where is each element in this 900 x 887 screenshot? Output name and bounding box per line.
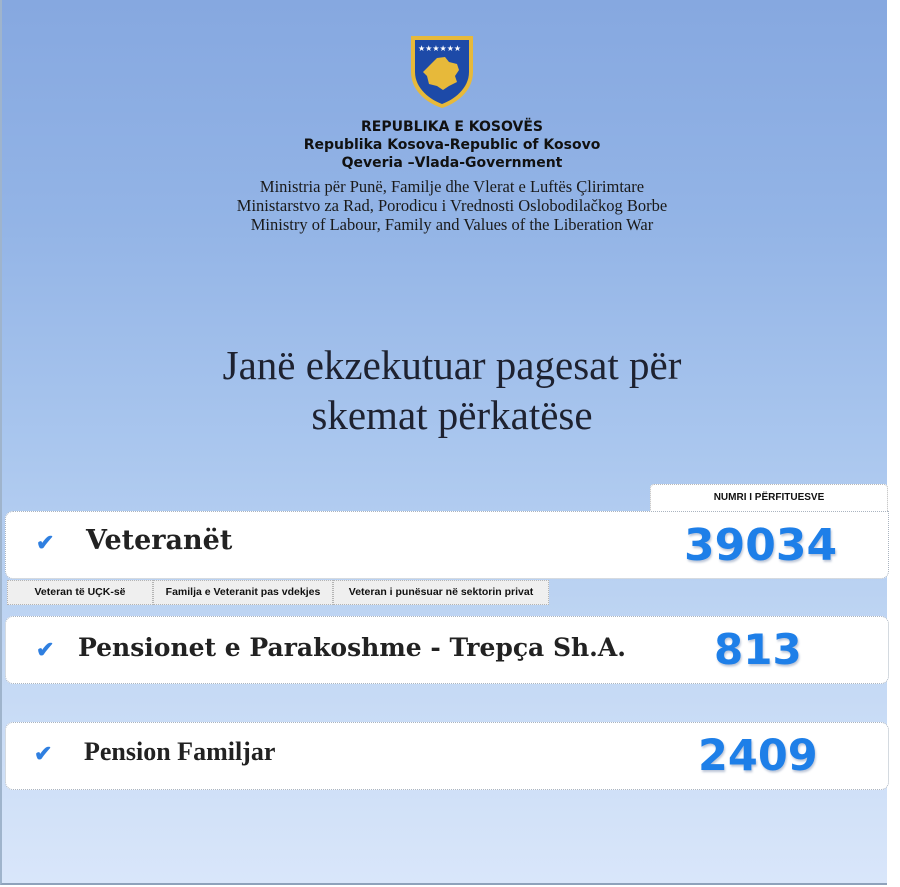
page-title xyxy=(2,340,900,440)
scheme-label: Pensionet e Parakoshme - Trepça Sh.A. xyxy=(78,633,626,662)
checkmark-icon: ✔ xyxy=(36,530,55,555)
scheme-card-veterans xyxy=(5,511,889,579)
ministry-name-english: Ministry of Labour, Family and Values of the Liberation War xyxy=(250,215,654,234)
republic-name-albanian: REPUBLIKA E KOSOVËS xyxy=(361,119,543,135)
beneficiary-count: 39034 xyxy=(684,520,838,571)
beneficiary-count: 2409 xyxy=(698,731,818,781)
title-line-2: skemat përkatëse xyxy=(311,392,593,438)
scheme-card-trepca-early-pensions xyxy=(5,616,889,684)
subcategory-uck-veterans: Veteran të UÇK-së xyxy=(7,580,153,605)
government-header xyxy=(2,118,900,234)
government-name: Qeveria –Vlada-Government xyxy=(341,155,563,171)
svg-text:★★★★★★: ★★★★★★ xyxy=(418,44,462,53)
scheme-label: Pension Familjar xyxy=(84,737,276,766)
beneficiary-count: 813 xyxy=(714,625,802,674)
veterans-subcategories xyxy=(7,580,549,605)
checkmark-icon: ✔ xyxy=(36,637,55,662)
ministry-name-albanian: Ministria për Punë, Familje dhe Vlerat e Luftës Çlirimtare xyxy=(259,177,645,196)
scheme-label: Veteranët xyxy=(86,525,233,556)
kosovo-coat-of-arms-icon xyxy=(407,32,477,110)
republic-name-multilingual: Republika Kosova-Republic of Kosovo xyxy=(303,137,601,153)
scheme-card-family-pension xyxy=(5,722,889,790)
subcategory-veteran-family: Familja e Veteranit pas vdekjes xyxy=(153,580,333,605)
title-line-1: Janë ekzekutuar pagesat për xyxy=(222,342,682,388)
checkmark-icon: ✔ xyxy=(34,741,53,766)
subcategory-private-sector-veterans: Veteran i punësuar në sektorin privat xyxy=(333,580,549,605)
beneficiaries-column-header: NUMRI I PËRFITUESVE xyxy=(650,484,888,512)
ministry-name-serbian: Ministarstvo za Rad, Porodicu i Vrednosti Oslobodilačkog Borbe xyxy=(236,196,668,215)
